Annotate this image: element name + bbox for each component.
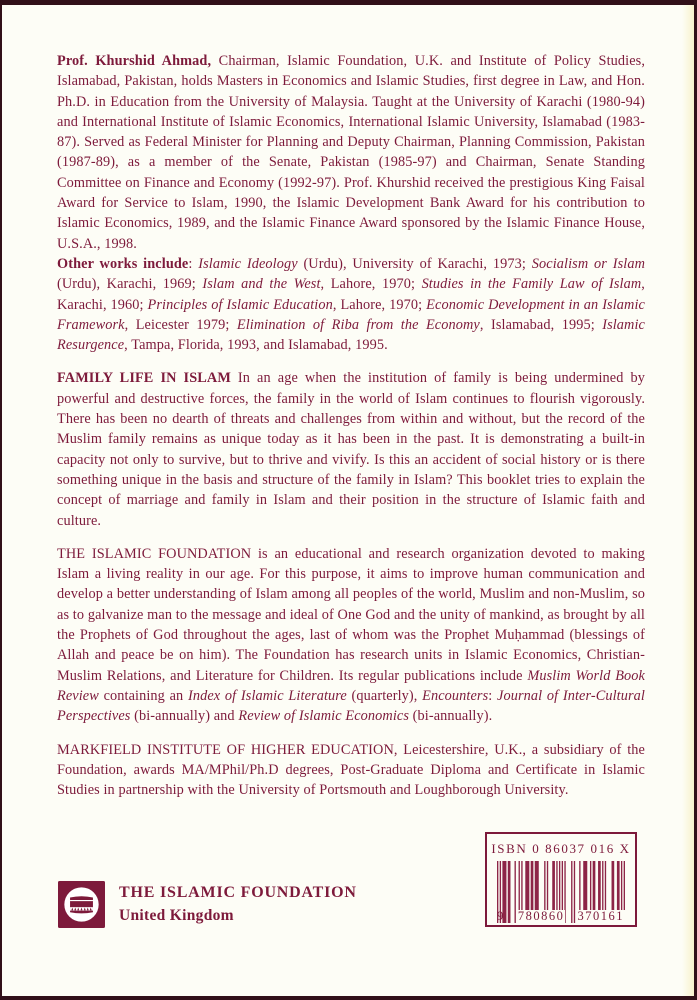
page-edge-tint	[682, 5, 694, 996]
barcode-digits	[497, 910, 625, 923]
author-bio: Prof. Khurshid Ahmad, Chairman, Islamic Foundation, U.K. and Institute of Policy Studies, Islamabad, Pakistan, holds Masters in Economics and Islamic Studies, first degree in Law, and Hon. Ph.D. in Education from the University of Malaysia. Taught at the University of Karachi (1980-94) and International Institute of Islamic Economics, International Islamic University, Islamabad (1983-87). Served as Federal Minister for Planning and Deputy Chairman, Planning Commission, Pakistan (1987-89), as a member of the Senate, Pakistan (1985-97) and Chairman, Senate Standing Committee on Finance and Economy (1992-97). Prof. Khurshid received the prestigious King Faisal Award for Service to Islam, 1990, the Islamic Development Bank Award for his contribution to Islamic Economics, 1989, and the Islamic Finance Award sponsored by the Islamic Finance House, U.S.A., 1998.	[57, 53, 645, 252]
isbn-box	[485, 832, 637, 927]
barcode-digit-group: 780860	[517, 909, 565, 923]
markfield-blurb: MARKFIELD INSTITUTE OF HIGHER EDUCATION, Leicestershire, U.K., a subsidiary of the Foundation, awards MA/MPhil/Ph.D degrees, Post-Graduate Diploma and Certificate in Islamic Studies in partnership with the University of Portsmouth and Loughborough University.	[57, 741, 645, 799]
foundation-blurb: THE ISLAMIC FOUNDATION is an educational and research organization devoted to making Islam a living reality in our age. For this purpose, it aims to improve human communication and develop a better understanding of Islam among all peoples of the world, Muslim and non-Muslim, so as to galvanize man to the message and ideal of One God and the unity of mankind, as brought by all the Prophets of God throughout the ages, last of whom was the Prophet Muḥammad (blessings of Allah and peace be on him). The Foundation has research units in Islamic Economics, Christian-Muslim Relations, and Literature for Children. Its regular publications include Muslim World Book Review containing an Index of Islamic Literature (quarterly), Encounters: Journal of Inter-Cultural Perspectives (bi-annually) and Review of Islamic Economics (bi-annually).	[57, 545, 645, 725]
publisher-text	[119, 883, 357, 926]
barcode-digit-group: 9	[497, 909, 505, 923]
publisher-imprint	[58, 881, 357, 928]
barcode	[497, 861, 625, 923]
isbn-label: ISBN 0 86037 016 X	[491, 841, 631, 856]
back-cover-paragraphs	[57, 51, 645, 800]
publisher-name: THE ISLAMIC FOUNDATION	[119, 884, 357, 901]
kaaba-icon	[58, 881, 105, 928]
publisher-country: United Kingdom	[119, 907, 234, 924]
barcode-digit-group: 370161	[577, 909, 624, 923]
book-blurb: FAMILY LIFE IN ISLAM In an age when the institution of family is being undermined by powerful and destructive forces, the family in the world of Islam continues to flourish vigorously. There has been no dearth of threats and challenges from within and without, but the record of the Muslim family remains as unique today as it has been in the past. It is demonstrating a built-in capacity not only to survive, but to thrive and vivify. Is this an accident of social history or is there something unique in the basis and structure of the family in Islam? This booklet tries to explain the concept of marriage and family in Islam and their position in the structure of Islamic faith and culture.	[57, 370, 645, 529]
other-works: Other works include: Islamic Ideology (Urdu), University of Karachi, 1973; Socialism or Islam (Urdu), Karachi, 1969; Islam and the West, Lahore, 1970; Studies in the Family Law of Islam, Karachi, 1960; Principles of Islamic Education, Lahore, 1970; Economic Development in an Islamic Framework, Leicester 1979; Elimination of Riba from the Economy, Islamabad, 1995; Islamic Resurgence, Tampa, Florida, 1993, and Islamabad, 1995.	[57, 255, 646, 354]
